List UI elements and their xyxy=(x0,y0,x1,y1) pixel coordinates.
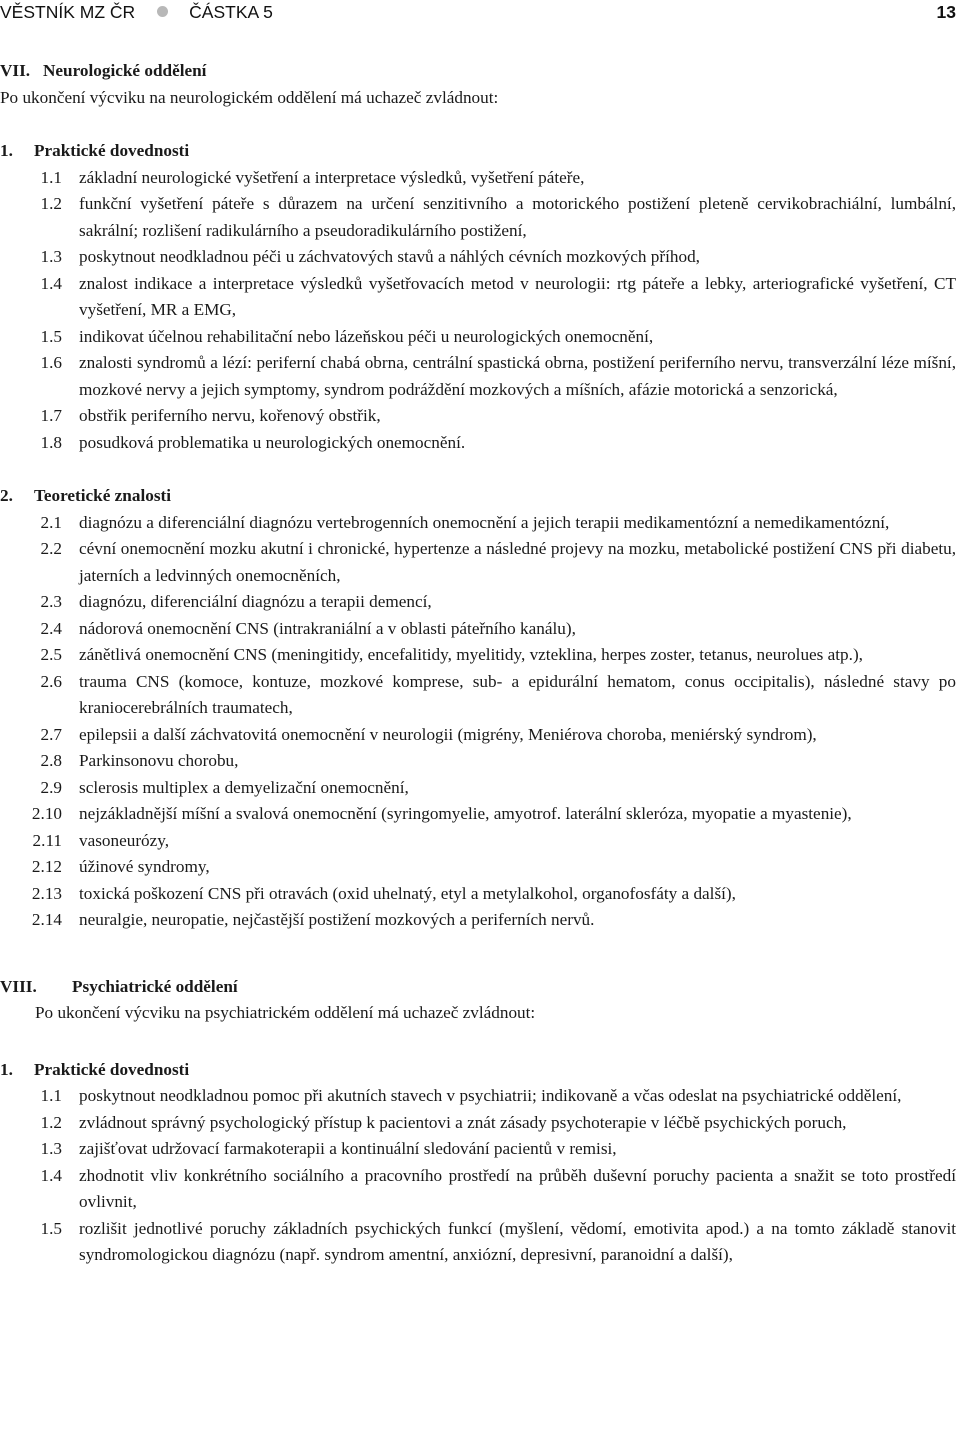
item-text: rozlišit jednotlivé poruchy základních psychických funkcí (myšlení, vědomí, emotivita apod.) a na tomto základě stanovit syndromologickou diagnózu (např. syndrom amentní, anxiózní, depresivní, paranoidní a další), xyxy=(79,1218,956,1264)
section-title: Neurologické oddělení xyxy=(43,61,207,80)
item-code: 2.4 xyxy=(40,618,62,638)
item-text: sclerosis multiplex a demyelizační onemocnění, xyxy=(79,777,409,797)
item-text: Parkinsonovu chorobu, xyxy=(79,751,239,770)
list-item xyxy=(0,271,956,324)
item-text: epilepsii a další záchvatovitá onemocnění v neurologii (migrény, Meniérova choroba, meniérský syndrom), xyxy=(79,724,817,744)
subsection-number: 2. xyxy=(0,486,13,505)
item-text: neuralgie, neuropatie, nejčastější postižení mozkových a periferních nervů. xyxy=(79,910,595,929)
item-code: 2.9 xyxy=(40,777,62,797)
page-header xyxy=(0,2,956,28)
section-roman: VIII. xyxy=(0,976,37,996)
item-text: trauma CNS (komoce, kontuze, mozkové komprese, sub- a epidurální hematom, conus occipitalis), následné stavy po kraniocerebrálních traumatech, xyxy=(79,671,956,717)
item-text: toxická poškození CNS při otravách (oxid uhelnatý, etyl a metylalkohol, organofosfáty a další), xyxy=(79,883,736,903)
item-code: 2.10 xyxy=(31,804,62,823)
list-item xyxy=(0,801,956,828)
item-code: 2.3 xyxy=(40,592,62,611)
item-list xyxy=(0,510,956,934)
item-code: 1.7 xyxy=(40,406,62,425)
list-item xyxy=(0,748,956,775)
item-code: 1.5 xyxy=(40,326,62,346)
section-title: Psychiatrické oddělení xyxy=(72,976,238,996)
item-code: 1.2 xyxy=(40,1112,62,1132)
item-text: obstřik periferního nervu, kořenový obstřik, xyxy=(79,406,381,425)
item-code: 2.7 xyxy=(40,724,62,744)
list-item xyxy=(0,669,956,722)
item-text: znalost indikace a interpretace výsledků vyšetřovacích metod v neurologii: rtg páteře a lebky, arteriografické vyšetření, CT vyšetření, MR a EMG, xyxy=(79,273,956,319)
list-item xyxy=(0,616,956,643)
list-item xyxy=(0,1110,956,1137)
document-body xyxy=(0,58,956,1269)
item-code: 2.1 xyxy=(40,512,62,532)
page-number: 13 xyxy=(936,2,956,22)
subsection-heading xyxy=(0,138,956,165)
list-item xyxy=(0,589,956,616)
list-item xyxy=(0,510,956,537)
list-item xyxy=(0,324,956,351)
subsection-heading xyxy=(0,483,956,510)
subsection-number: 1. xyxy=(0,1059,13,1079)
list-item xyxy=(0,854,956,881)
header-left xyxy=(0,2,273,23)
subsection-number: 1. xyxy=(0,141,13,160)
item-text: úžinové syndromy, xyxy=(79,857,210,876)
list-item xyxy=(0,907,956,934)
item-code: 2.2 xyxy=(40,539,62,558)
item-text: cévní onemocnění mozku akutní i chronické, hypertenze a následné projevy na mozku, metabolické postižení CNS při diabetu, jaterních a ledvinných onemocněních, xyxy=(79,539,956,585)
item-text: zhodnotit vliv konkrétního sociálního a pracovního prostředí na průběh duševní poruchy pacienta a snažit se toto prostředí ovlivnit, xyxy=(79,1165,956,1211)
item-code: 2.13 xyxy=(31,883,62,903)
item-text: základní neurologické vyšetření a interpretace výsledků, vyšetření páteře, xyxy=(79,167,585,187)
item-list xyxy=(0,165,956,457)
list-item xyxy=(0,191,956,244)
item-text: indikovat účelnou rehabilitační nebo lázeňskou péči u neurologických onemocnění, xyxy=(79,326,654,346)
item-text: zánětlivá onemocnění CNS (meningitidy, encefalitidy, myelitidy, vzteklina, herpes zoster, tetanus, neurolues atp.), xyxy=(79,645,863,664)
list-item xyxy=(0,642,956,669)
list-item xyxy=(0,775,956,802)
item-code: 1.1 xyxy=(40,1086,62,1105)
item-code: 1.6 xyxy=(40,353,62,372)
item-code: 1.4 xyxy=(40,1165,62,1185)
item-text: poskytnout neodkladnou pomoc při akutních stavech v psychiatrii; indikovaně a včas odeslat na psychiatrické oddělení, xyxy=(79,1086,902,1105)
item-code: 1.8 xyxy=(40,432,62,452)
list-item xyxy=(0,430,956,457)
list-item xyxy=(0,536,956,589)
item-text: nádorová onemocnění CNS (intrakraniální a v oblasti páteřního kanálu), xyxy=(79,618,576,638)
item-text: nejzákladnější míšní a svalová onemocnění (syringomyelie, amyotrof. laterální skleróza, myopatie a myastenie), xyxy=(79,804,852,823)
item-text: zvládnout správný psychologický přístup k pacientovi a znát zásady psychoterapie v léčbě psychických poruch, xyxy=(79,1112,847,1132)
section-heading xyxy=(0,974,956,1001)
item-code: 1.4 xyxy=(40,273,62,293)
subsection-title: Praktické dovednosti xyxy=(34,1059,190,1079)
list-item xyxy=(0,1136,956,1163)
item-code: 1.5 xyxy=(40,1218,62,1238)
bullet-dot-icon xyxy=(157,6,168,17)
item-code: 1.1 xyxy=(40,167,62,187)
list-item xyxy=(0,350,956,403)
item-code: 1.2 xyxy=(40,194,62,213)
item-text: diagnózu a diferenciální diagnózu vertebrogenních onemocnění a jejich terapii medikamentózní a nemedikamentózní, xyxy=(79,512,890,532)
publication-name: VĚSTNÍK MZ ČR xyxy=(0,2,136,22)
item-code: 2.8 xyxy=(40,751,62,770)
section-intro: Po ukončení výcviku na neurologickém oddělení má uchazeč zvládnout: xyxy=(0,87,499,107)
item-code: 2.6 xyxy=(40,671,62,691)
list-item xyxy=(0,1216,956,1269)
item-text: zajišťovat udržovací farmakoterapii a kontinuální sledování pacientů v remisi, xyxy=(79,1139,617,1158)
list-item xyxy=(0,828,956,855)
item-code: 2.5 xyxy=(40,645,62,664)
item-text: posudková problematika u neurologických onemocnění. xyxy=(79,432,466,452)
list-item xyxy=(0,722,956,749)
item-list xyxy=(0,1083,956,1269)
section-roman: VII. xyxy=(0,61,31,80)
section-intro: Po ukončení výcviku na psychiatrickém oddělení má uchazeč zvládnout: xyxy=(35,1003,536,1022)
section-heading xyxy=(0,58,956,85)
item-text: funkční vyšetření páteře s důrazem na určení senzitivního a motorického postižení pleteně cervikobrachiální, lumbální, sakrální; rozlišení radikulárního a pseudoradikulárního postižení, xyxy=(79,194,956,240)
item-code: 2.11 xyxy=(32,830,62,850)
list-item xyxy=(0,165,956,192)
item-text: diagnózu, diferenciální diagnózu a terapii demencí, xyxy=(79,592,432,611)
item-text: znalosti syndromů a lézí: periferní chabá obrna, centrální spastická obrna, postižení periferního nervu, transverzální léze míšní, mozkové nervy a jejich symptomy, syndrom podráždění mozkových a míšních, afázie motorická a senzorická, xyxy=(79,353,956,399)
item-code: 1.3 xyxy=(40,1139,62,1158)
item-code: 1.3 xyxy=(40,247,62,266)
list-item xyxy=(0,881,956,908)
subsection-title: Teoretické znalosti xyxy=(34,486,172,505)
item-text: vasoneurózy, xyxy=(79,830,170,850)
subsection-heading xyxy=(0,1057,956,1084)
list-item xyxy=(0,403,956,430)
list-item xyxy=(0,1163,956,1216)
list-item xyxy=(0,1083,956,1110)
item-code: 2.14 xyxy=(31,910,62,929)
list-item xyxy=(0,244,956,271)
part-label: ČÁSTKA 5 xyxy=(189,2,273,22)
subsection-title: Praktické dovednosti xyxy=(34,141,190,160)
item-text: poskytnout neodkladnou péči u záchvatových stavů a náhlých cévních mozkových příhod, xyxy=(79,247,700,266)
item-code: 2.12 xyxy=(31,857,62,876)
